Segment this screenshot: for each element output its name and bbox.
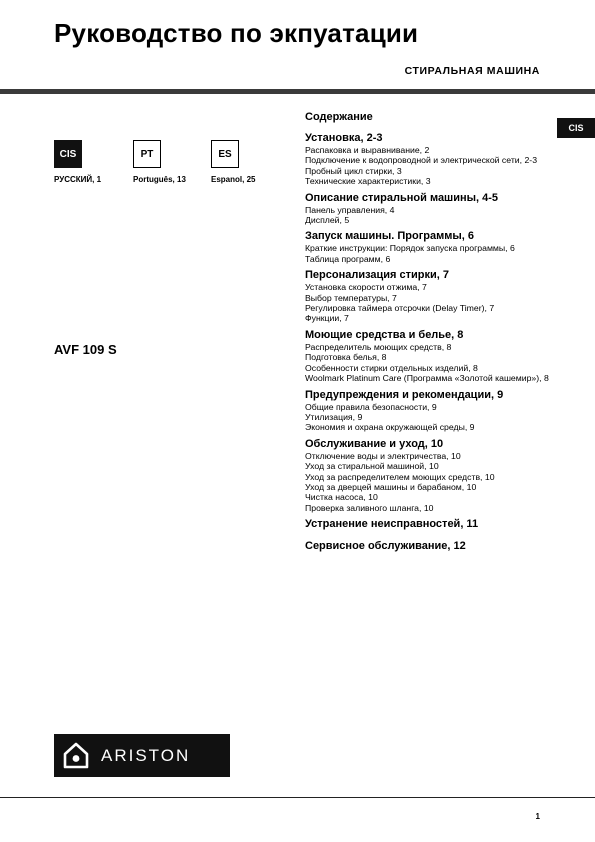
toc-item: Отключение воды и электричества, 10: [305, 450, 461, 461]
ariston-house-icon: [63, 742, 89, 769]
language-label: РУССКИЙ, 1: [54, 175, 102, 184]
toc-section-title: Описание стиральной машины, 4-5: [305, 191, 499, 204]
table-of-contents: [305, 111, 550, 558]
toc-item: Экономия и охрана окружающей среды, 9: [305, 422, 475, 433]
toc-item: Woolmark Platinum Care (Программа «Золотой кашемир»), 8: [305, 373, 549, 384]
language-code-box: PT: [133, 140, 161, 168]
toc-item: Таблица программ, 6: [305, 253, 391, 264]
header-divider: [0, 89, 595, 94]
toc-section-title: Персонализация стирки, 7: [305, 269, 450, 282]
language-code-box: CIS: [54, 140, 82, 168]
toc-item: Панель управления, 4: [305, 204, 395, 215]
language-es: [211, 140, 255, 184]
language-label: Português, 13: [133, 175, 186, 184]
toc-section-title: Обслуживание и уход, 10: [305, 437, 444, 450]
language-label: Espanol, 25: [211, 175, 256, 184]
ariston-logo: [54, 734, 230, 777]
language-code-box: ES: [211, 140, 239, 168]
toc-section-title: Моющие средства и белье, 8: [305, 328, 464, 341]
toc-item: Утилизация, 9: [305, 411, 363, 422]
toc-section-detergents: [305, 329, 550, 384]
language-side-tab: CIS: [557, 118, 595, 138]
toc-section-title: Сервисное обслуживание, 12: [305, 540, 466, 553]
toc-item: Пробный цикл стирки, 3: [305, 165, 402, 176]
toc-item: Проверка заливного шланга, 10: [305, 502, 434, 513]
toc-section-title: Запуск машины. Программы, 6: [305, 230, 475, 243]
toc-section-personalization: [305, 269, 550, 324]
toc-item: Функции, 7: [305, 313, 349, 324]
language-cis: [54, 140, 101, 184]
toc-item: Особенности стирки отдельных изделий, 8: [305, 362, 478, 373]
toc-item: Общие правила безопасности, 9: [305, 401, 437, 412]
manual-title: Руководство по экпуатации: [54, 18, 419, 48]
toc-section-title: Установка, 2-3: [305, 132, 383, 144]
model-number: AVF 109 S: [54, 342, 117, 357]
toc-section-warnings: [305, 389, 550, 433]
toc-item: Уход за стиральной машиной, 10: [305, 461, 439, 472]
toc-section-title: Устранение неисправностей, 11: [305, 518, 479, 531]
toc-section-installation: [305, 132, 550, 187]
product-subtitle: СТИРАЛЬНАЯ МАШИНА: [404, 65, 540, 77]
toc-item: Выбор температуры, 7: [305, 292, 397, 303]
toc-item: Дисплей, 5: [305, 215, 350, 226]
toc-item: Распаковка и выравнивание, 2: [305, 145, 430, 155]
toc-item: Распределитель моющих средств, 8: [305, 341, 452, 352]
logo-brand-text: ARISTON: [101, 745, 191, 765]
toc-section-troubleshooting: [305, 518, 550, 531]
toc-item: Уход за распределителем моющих средств, 10: [305, 471, 495, 482]
toc-item: Чистка насоса, 10: [305, 492, 378, 503]
toc-section-maintenance: [305, 438, 550, 513]
toc-item: Установка скорости отжима, 7: [305, 282, 427, 293]
toc-item: Подключение к водопроводной и электрической сети, 2-3: [305, 155, 538, 166]
toc-item: Краткие инструкции: Порядок запуска программы, 6: [305, 243, 515, 254]
toc-item: Технические характеристики, 3: [305, 176, 431, 187]
page-number: 1: [535, 812, 540, 821]
footer-divider: [0, 797, 595, 798]
toc-section-start: [305, 230, 550, 264]
toc-section-description: [305, 192, 550, 226]
toc-heading: Содержание: [305, 111, 373, 123]
toc-section-title: Предупреждения и рекомендации, 9: [305, 388, 504, 401]
toc-section-service: [305, 540, 550, 553]
toc-item: Регулировка таймера отсрочки (Delay Timer), 7: [305, 303, 495, 314]
toc-item: Уход за дверцей машины и барабаном, 10: [305, 481, 477, 492]
language-pt: [133, 140, 186, 184]
toc-item: Подготовка белья, 8: [305, 352, 387, 363]
